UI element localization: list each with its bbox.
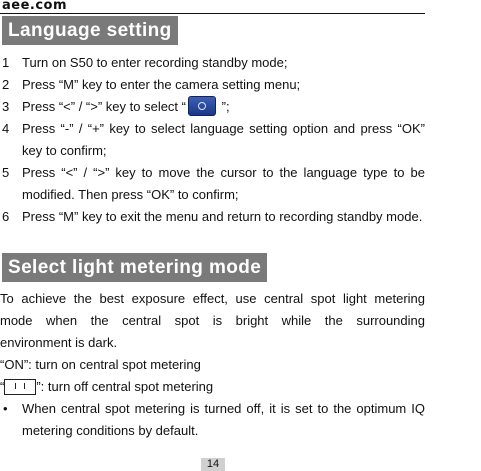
- step-text: [22, 96, 425, 118]
- spot-metering-off-icon: [4, 379, 36, 395]
- section-title-language: Language setting: [2, 16, 178, 45]
- step-number: 4: [2, 121, 10, 136]
- off-suffix: ”: turn off central spot metering: [36, 379, 214, 394]
- metering-intro-line-3: environment is dark.: [0, 335, 118, 350]
- step-6: [0, 206, 425, 228]
- step-text: Turn on S50 to enter recording standby mode;: [22, 55, 288, 70]
- step-number: 3: [2, 99, 10, 114]
- step-text: Press “<” / “>” key to move the cursor to the language type to be modified. Then press “OK” to confirm;: [22, 165, 425, 202]
- step-number: 2: [2, 77, 10, 92]
- metering-intro-line-2: mode when the central spot is bright while the surrounding: [0, 313, 425, 328]
- step-number: 5: [2, 165, 10, 180]
- metering-off-line: [0, 376, 425, 398]
- metering-note: [0, 398, 425, 442]
- metering-on-line: “ON”: turn on central spot metering: [0, 357, 201, 372]
- header-rule: [0, 13, 425, 14]
- step-4: [0, 118, 425, 162]
- step-text-after: ”;: [218, 99, 230, 114]
- step-text: Press “-” / “+” key to select language setting option and press “OK” key to confirm;: [22, 121, 425, 158]
- step-1: [0, 52, 425, 74]
- page-number: 14: [201, 458, 225, 471]
- step-text-before: Press “<” / “>” key to select “: [22, 99, 186, 114]
- brand-logo-text: aee.com: [2, 0, 68, 13]
- settings-mode-icon: [188, 96, 216, 116]
- off-prefix: “: [0, 379, 5, 394]
- metering-intro-line-1: To achieve the best exposure effect, use central spot light metering: [0, 291, 425, 306]
- step-text: Press “M” key to enter the camera setting menu;: [22, 77, 301, 92]
- step-number: 1: [2, 55, 10, 70]
- metering-note-text: When central spot metering is turned off, it is set to the optimum IQ metering conditions by default.: [22, 401, 425, 438]
- bullet-icon: •: [3, 401, 8, 416]
- step-5: [0, 162, 425, 206]
- step-2: [0, 74, 425, 96]
- step-3: [0, 96, 425, 118]
- section-title-metering: Select light metering mode: [2, 253, 267, 282]
- step-number: 6: [2, 209, 10, 224]
- step-text: Press “M” key to exit the menu and return to recording standby mode.: [22, 209, 423, 224]
